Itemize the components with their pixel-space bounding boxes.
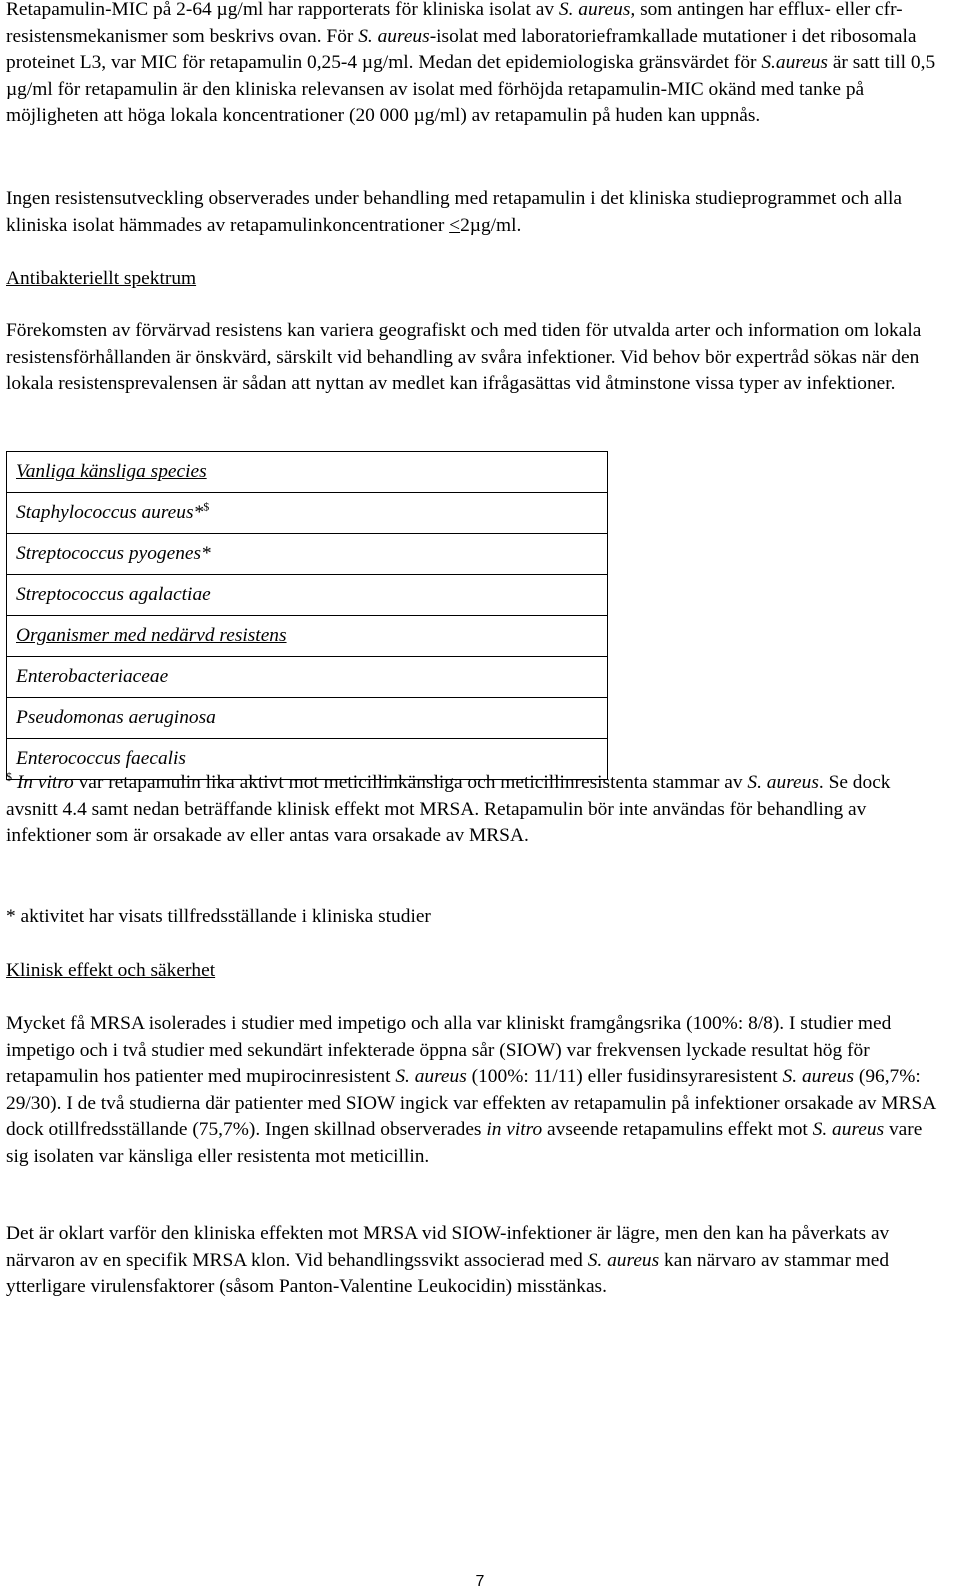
paragraph-mic-resistance: [6, 0, 946, 130]
species-name: Staphylococcus aureus*: [16, 502, 204, 523]
table-row: [7, 616, 608, 657]
text-span: kan närvaro av stammar med ytterligare virulensfaktorer (såsom Panton-Valentine Leukocidin) misstänkas.: [6, 1249, 890, 1297]
table-cell-species: Streptococcus pyogenes*: [7, 534, 608, 575]
paragraph-mrsa-results: [6, 1011, 946, 1170]
text-span: Ingen resistensutveckling observerades under behandling med retapamulin i det kliniska studieprogrammet och alla kliniska isolat hämmades av retapamulinkoncentrationer: [6, 188, 903, 236]
section-heading-clinical-efficacy: Klinisk effekt och säkerhet: [6, 960, 216, 981]
species-table: [6, 451, 608, 780]
paragraph-acquired-resistance: Förekomsten av förvärvad resistens kan variera geografiskt och med tiden för utvalda arter och information om lokala resistensförhållanden är önskvärd, särskilt vid behandling av svåra infektioner. Vid behov bör expertråd sökas när den lokala resistensprevalensen är sådan att nyttan av medlet kan ifrågasättas vid åtminstone vissa typer av infektioner.: [6, 320, 922, 394]
footnote-marker: $: [203, 499, 210, 514]
footnote-clinical-activity: * aktivitet har visats tillfredsställande i kliniska studier: [6, 906, 431, 927]
less-equal-sign: <: [449, 214, 461, 236]
table-cell-species: Streptococcus agalactiae: [7, 575, 608, 616]
table-cell-species: Enterococcus faecalis: [7, 739, 608, 780]
species-name: S.aureus: [761, 52, 828, 73]
text-span: 2µg/ml.: [460, 214, 522, 236]
table-cell-species: Enterobacteriaceae: [7, 657, 608, 698]
text-span: är satt till 0,5 µg/ml för retapamulin är den kliniska relevansen av isolat med förhöjda retapamulin-MIC okänd med tanke på möjligheten att höga lokala koncentrationer (20 000 µg/ml) av retapamulin på huden kan uppnås.: [6, 52, 936, 126]
table-header-resistant: Organismer med nedärvd resistens: [7, 616, 608, 657]
species-name: S. aureus: [587, 1249, 660, 1271]
italic-term: In vitro: [12, 772, 74, 793]
table-row: [7, 452, 608, 493]
text-span: (100%: 11/11) eller fusidinsyraresistent: [466, 1066, 783, 1087]
text-span: avseende retapamulins effekt mot: [542, 1119, 813, 1140]
text-span: Det är oklart varför den kliniska effekten mot MRSA vid SIOW-infektioner är lägre, men den kan ha påverkats av närvaron av en specifik MRSA klon. Vid behandlingssvikt associerad med: [6, 1223, 890, 1271]
footnote-in-vitro: [6, 770, 946, 850]
page-number: 7: [475, 1573, 485, 1590]
section-heading-spectrum: Antibakteriellt spektrum: [6, 268, 197, 289]
text-span: . Se dock avsnitt 4.4 samt nedan beträffande klinisk effekt mot MRSA. Retapamulin bör inte användas för behandling av infektioner som är orsakade av eller antas vara orsakade av MRSA.: [6, 772, 891, 846]
text-span: -isolat med laboratorieframkallade mutationer i det ribosomala proteinet L3, var MIC för retapamulin 0,25-4 µg/ml. Medan det epidemiologiska gränsvärdet för: [6, 25, 917, 73]
species-name: S. aureus: [747, 772, 819, 793]
species-name: S. aureus: [395, 1066, 467, 1087]
text-span: Retapamulin-MIC på 2-64 µg/ml har rapporterats för kliniska isolat av: [6, 0, 559, 20]
text-span: som antingen har efflux- eller cfr-resistensmekanismer som beskrivs ovan. För: [6, 0, 903, 47]
table-row: [7, 657, 608, 698]
text-span: var retapamulin lika aktivt mot meticillinkänsliga och meticillinresistenta stammar av: [73, 772, 748, 793]
table-cell-species: Pseudomonas aeruginosa: [7, 698, 608, 739]
table-row: [7, 575, 608, 616]
paragraph-mrsa-clone: [6, 1221, 946, 1301]
text-span: (96,7%: 29/30). I de två studierna där patienter med SIOW ingick var effekten av retapamulin på infektioner orsakade av MRSA dock otillfredsställande (75,7%). Ingen skillnad observerades: [6, 1066, 936, 1140]
table-header-susceptible: Vanliga känsliga species: [7, 452, 608, 493]
text-span: vare sig isolaten var känsliga eller resistenta mot meticillin.: [6, 1119, 923, 1167]
table-cell-species: [7, 493, 608, 534]
species-name: S. aureus: [782, 1066, 855, 1087]
footnote-marker: $: [6, 769, 12, 784]
table-row: [7, 698, 608, 739]
species-name: S. aureus: [358, 25, 430, 47]
species-name: S. aureus,: [558, 0, 636, 20]
paragraph-resistance-development: [6, 186, 946, 239]
table-row: [7, 534, 608, 575]
italic-term: in vitro: [486, 1119, 543, 1140]
species-name: S. aureus: [812, 1119, 885, 1140]
text-span: Mycket få MRSA isolerades i studier med impetigo och alla var kliniskt framgångsrika (100%: 8/8). I studier med impetigo och i två studier med sekundärt infekterade öppna sår (SIOW) var frekvensen lyckade resultat hög för retapamulin hos patienter med mupirocinresistent: [6, 1013, 892, 1087]
table-row: [7, 493, 608, 534]
